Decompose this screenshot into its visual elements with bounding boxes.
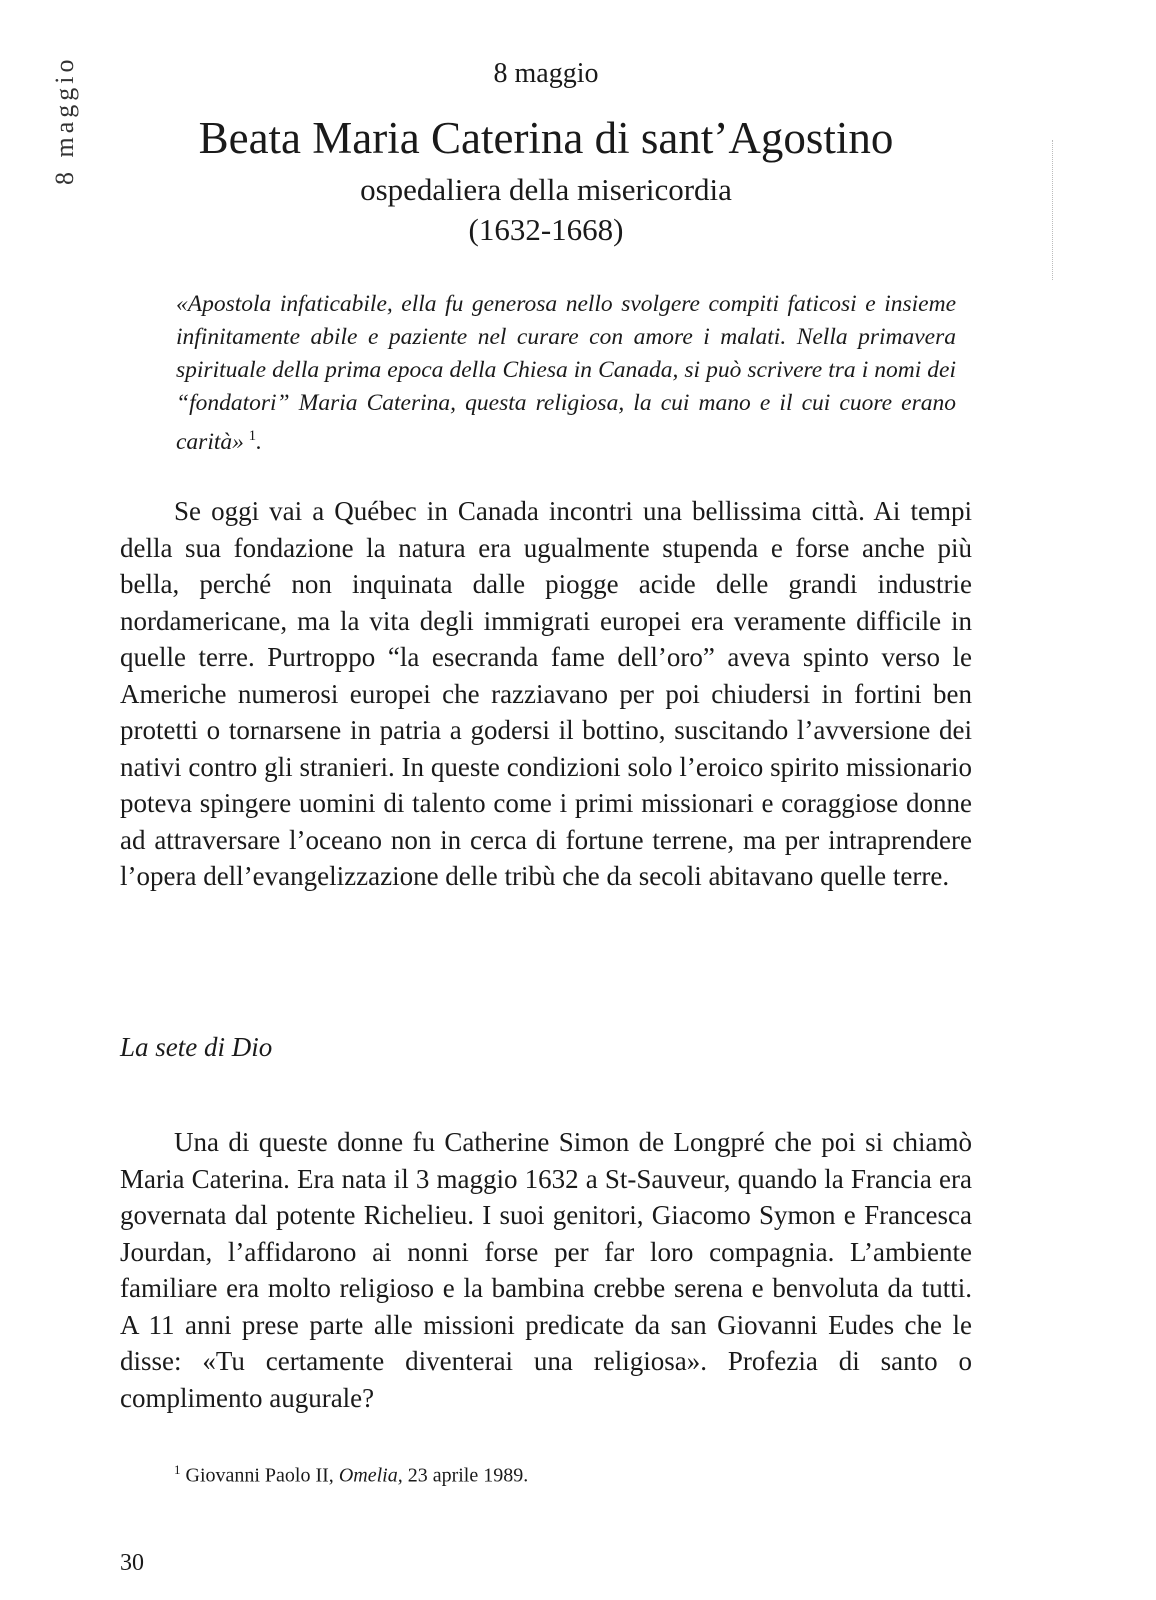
page-subtitle: ospedaliera della misericordia: [360, 172, 732, 207]
life-dates: (1632-1668): [468, 212, 624, 247]
footnote-author: Giovanni Paolo II,: [185, 1464, 334, 1487]
epigraph-text: «Apostola infaticabile, ella fu generosa nello svolgere compiti faticosi e insieme infinitamente abile e paziente nel curare con amore i malati. Nella primavera spirituale della prima epoca della Chiesa in Canada, si può scrivere tra i nomi dei “fondatori” Maria Caterina, questa religiosa, la cui mano e il cui cuore erano carità»: [176, 291, 956, 455]
footnote: [174, 1462, 528, 1488]
body-paragraph-1: Se oggi vai a Québec in Canada incontri una bellissima città. Ai tempi della sua fondazione la natura era ugualmente stupenda e forse anche più bella, perché non inquinata dalle piogge acide delle grandi industrie nordamericane, ma la vita degli immigrati europei era veramente difficile in quelle terre. Purtroppo “la esecranda fame dell’oro” aveva spinto verso le Americhe numerosi europei che razziavano per poi chiudersi in fortini ben protetti o tornarsene in patria a godersi il bottino, suscitando l’avversione dei nativi contro gli stranieri. In queste condizioni solo l’eroico spirito missionario poteva spingere uomini di talento come i primi missionari e coraggiose donne ad attraversare l’oceano non in cerca di fortune terrene, ma per intraprendere l’opera dell’evangelizzazione delle tribù che da secoli abitavano quelle terre.: [120, 496, 972, 891]
footnote-number: 1: [174, 1462, 181, 1477]
page-number: 30: [120, 1550, 144, 1576]
page-edge-marks: [1052, 140, 1061, 280]
body-paragraph-2: Una di queste donne fu Catherine Simon de Longpré che poi si chiamò Maria Caterina. Era nata il 3 maggio 1632 a St-Sauveur, quando la Francia era governata dal potente Richelieu. I suoi genitori, Giacomo Symon e Francesca Jourdan, l’affidarono ai nonni forse per far loro compagnia. L’ambiente familiare era molto religioso e la bambina crebbe serena e benvoluta da tutti. A 11 anni prese parte alle missioni predicate da san Giovanni Eudes che le disse: «Tu certamente diventerai una religiosa». Profezia di santo o complimento augurale?: [120, 1127, 972, 1413]
page-title: Beata Maria Caterina di sant’Agostino: [198, 113, 894, 163]
epigraph-end: .: [256, 428, 262, 455]
footnote-date: 23 aprile 1989.: [407, 1464, 529, 1487]
epigraph-quote: [176, 288, 956, 459]
footnote-work: Omelia,: [338, 1464, 403, 1487]
footnote-ref: 1: [248, 428, 257, 444]
section-heading: La sete di Dio: [120, 1032, 273, 1062]
running-header-date: 8 maggio: [493, 58, 599, 89]
side-tab-label: 8 maggio: [50, 56, 79, 186]
